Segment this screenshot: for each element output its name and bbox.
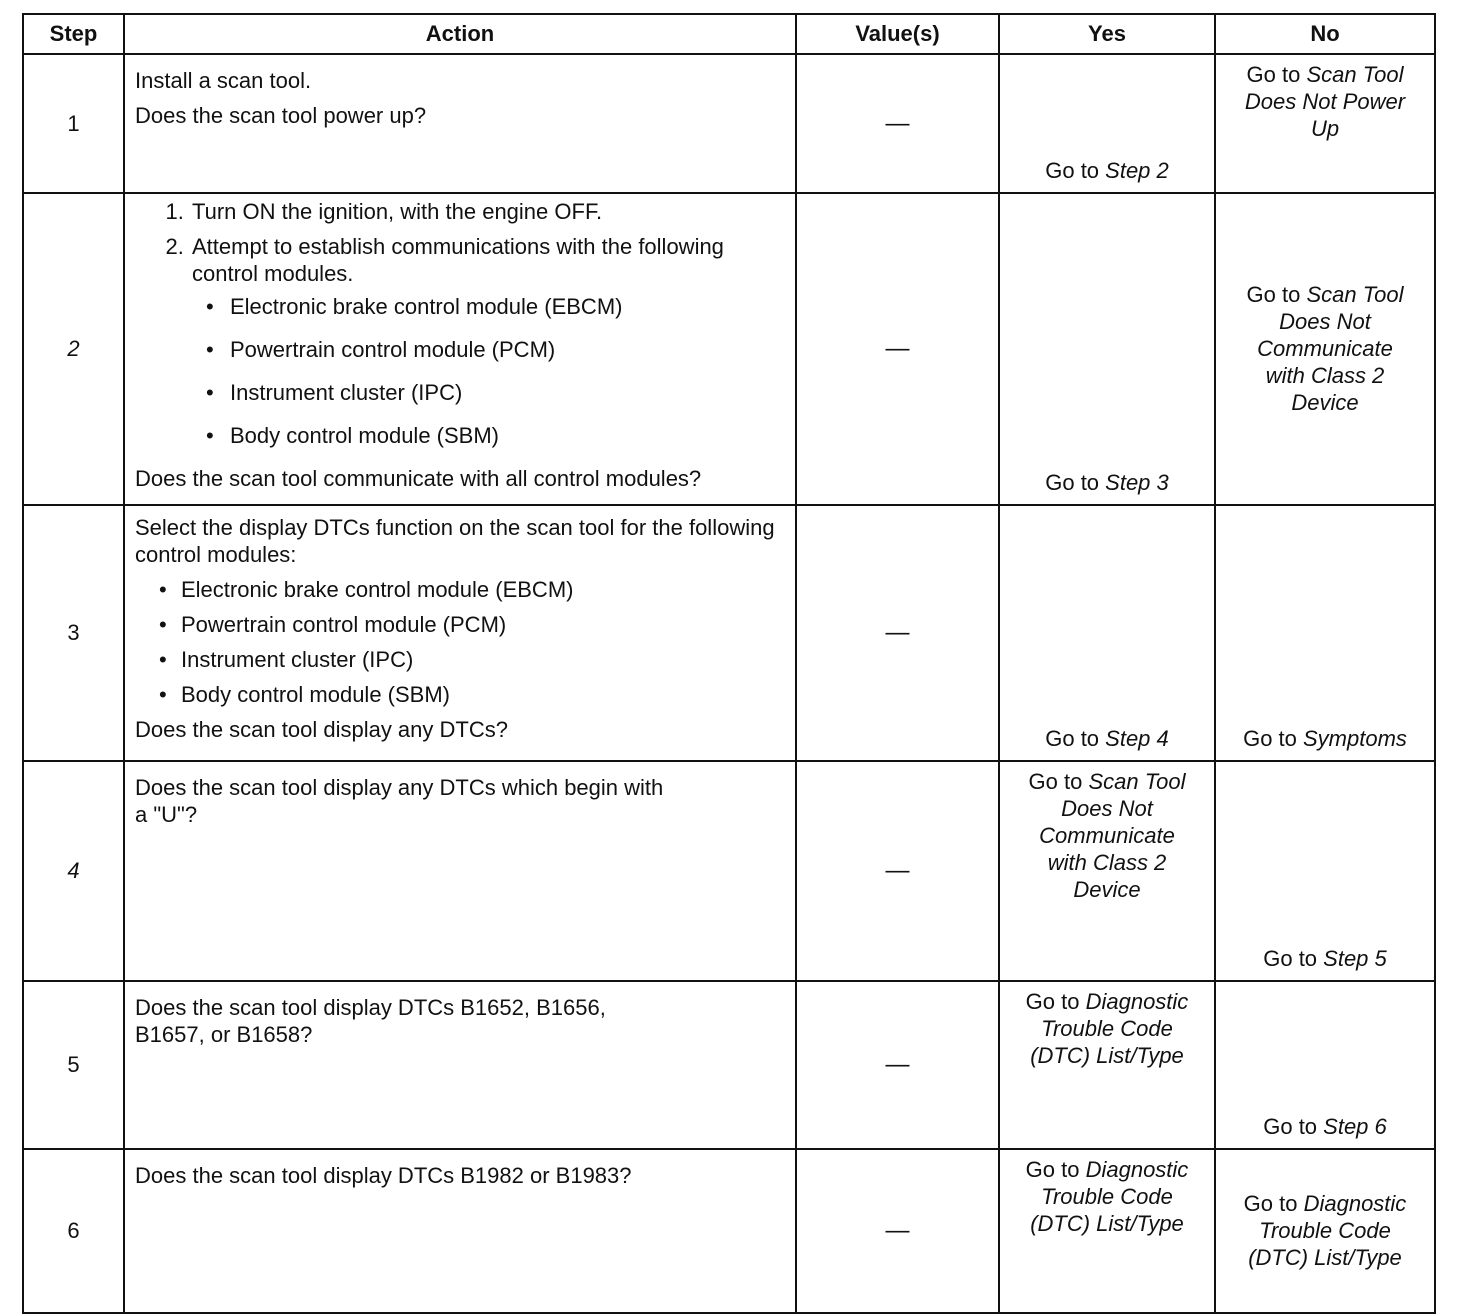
yes-cell <box>999 1149 1215 1313</box>
list-item: • Powertrain control module (PCM) <box>181 607 785 642</box>
action-intro: Select the display DTCs function on the scan tool for the following control modules: <box>135 515 775 567</box>
action-line: Install a scan tool. <box>135 68 312 93</box>
table-row <box>23 761 1435 981</box>
action-cell <box>124 981 796 1149</box>
goto-prefix: Go to <box>1243 726 1303 751</box>
action-question: Does the scan tool display DTCs B1652, B1656, B1657, or B1658? <box>135 995 606 1047</box>
value-cell: — <box>796 54 999 193</box>
goto-prefix: Go to <box>1028 769 1089 794</box>
goto-prefix: Go to <box>1025 1157 1086 1182</box>
yes-cell <box>999 54 1215 193</box>
yes-goto <box>1008 768 1206 903</box>
numbered-steps <box>135 198 785 453</box>
goto-ref: Symptoms <box>1303 726 1407 751</box>
step-number: 2 <box>23 193 124 505</box>
value-cell: — <box>796 505 999 761</box>
yes-goto <box>1008 988 1206 1069</box>
goto-ref: Scan Tool Does Not Communicate with Class 2 Device <box>1257 281 1404 415</box>
list-item: • Instrument cluster (IPC) <box>228 375 785 410</box>
yes-goto <box>1008 469 1206 496</box>
goto-prefix: Go to <box>1025 989 1086 1014</box>
goto-ref: Scan Tool Does Not Power Up <box>1244 62 1406 141</box>
list-item: • Powertrain control module (PCM) <box>228 332 785 367</box>
value-cell: — <box>796 1149 999 1313</box>
goto-ref: Diagnostic Trouble Code (DTC) List/Type <box>1248 1190 1407 1270</box>
goto-ref: Step 6 <box>1323 1114 1387 1139</box>
yes-goto <box>1008 1156 1206 1237</box>
action-cell <box>124 761 796 981</box>
action-cell <box>124 1149 796 1313</box>
value-cell: — <box>796 193 999 505</box>
goto-prefix: Go to <box>1263 1114 1324 1139</box>
value-cell: — <box>796 761 999 981</box>
goto-ref: Diagnostic Trouble Code (DTC) List/Type <box>1030 1157 1189 1236</box>
goto-ref: Step 4 <box>1105 726 1169 751</box>
list-item: • Electronic brake control module (EBCM) <box>228 289 785 324</box>
diagnostic-table <box>22 13 1436 1314</box>
list-item: • Instrument cluster (IPC) <box>181 642 785 677</box>
table-row <box>23 981 1435 1149</box>
list-item: • Body control module (SBM) <box>228 418 785 453</box>
step-number: 5 <box>23 981 124 1149</box>
value-cell: — <box>796 981 999 1149</box>
table-row <box>23 505 1435 761</box>
header-values: Value(s) <box>796 14 999 54</box>
no-goto <box>1224 725 1426 752</box>
action-cell <box>124 505 796 761</box>
numbered-step-text: Attempt to establish communications with the following control modules. <box>192 234 724 286</box>
no-cell <box>1215 54 1435 193</box>
goto-ref: Step 3 <box>1105 470 1169 495</box>
table-row <box>23 54 1435 193</box>
action-question: Does the scan tool display DTCs B1982 or B1983? <box>135 1163 632 1188</box>
action-question: Does the scan tool power up? <box>135 103 427 128</box>
list-item: • Electronic brake control module (EBCM) <box>181 572 785 607</box>
goto-prefix: Go to <box>1045 158 1106 183</box>
goto-prefix: Go to <box>1243 1190 1304 1216</box>
no-goto <box>1224 61 1426 142</box>
no-goto <box>1224 945 1426 972</box>
goto-prefix: Go to <box>1246 62 1307 87</box>
header-step: Step <box>23 14 124 54</box>
header-yes: Yes <box>999 14 1215 54</box>
goto-ref: Step 2 <box>1105 158 1169 183</box>
goto-prefix: Go to <box>1045 470 1106 495</box>
action-cell <box>124 54 796 193</box>
action-question: Does the scan tool communicate with all control modules? <box>135 466 702 491</box>
action-cell <box>124 193 796 505</box>
goto-prefix: Go to <box>1246 281 1307 307</box>
no-goto <box>1224 1113 1426 1140</box>
goto-prefix: Go to <box>1263 946 1324 971</box>
header-action: Action <box>124 14 796 54</box>
step-number: 6 <box>23 1149 124 1313</box>
yes-goto <box>1008 157 1206 184</box>
table-row <box>23 193 1435 505</box>
no-cell <box>1215 1149 1435 1313</box>
goto-ref: Scan Tool Does Not Communicate with Class 2 Device <box>1039 769 1186 902</box>
yes-cell <box>999 193 1215 505</box>
goto-ref: Step 5 <box>1323 946 1387 971</box>
step-number: 3 <box>23 505 124 761</box>
step-number: 4 <box>23 761 124 981</box>
module-list <box>192 289 785 453</box>
goto-ref: Diagnostic Trouble Code (DTC) List/Type <box>1030 989 1189 1068</box>
module-list <box>135 572 785 712</box>
list-item: • Body control module (SBM) <box>181 677 785 712</box>
table-row <box>23 1149 1435 1313</box>
header-no: No <box>1215 14 1435 54</box>
yes-cell <box>999 761 1215 981</box>
goto-prefix: Go to <box>1045 726 1106 751</box>
no-cell <box>1215 193 1435 505</box>
step-number: 1 <box>23 54 124 193</box>
no-cell <box>1215 981 1435 1149</box>
no-cell <box>1215 761 1435 981</box>
action-question: Does the scan tool display any DTCs? <box>135 717 508 742</box>
no-cell <box>1215 505 1435 761</box>
no-goto <box>1224 1190 1426 1271</box>
action-question: Does the scan tool display any DTCs which begin with a "U"? <box>135 775 664 827</box>
numbered-step <box>190 233 785 453</box>
yes-cell <box>999 981 1215 1149</box>
yes-goto <box>1008 725 1206 752</box>
no-goto <box>1224 281 1426 416</box>
header-row <box>23 14 1435 54</box>
numbered-step: 1. Turn ON the ignition, with the engine OFF. <box>190 198 785 225</box>
yes-cell <box>999 505 1215 761</box>
